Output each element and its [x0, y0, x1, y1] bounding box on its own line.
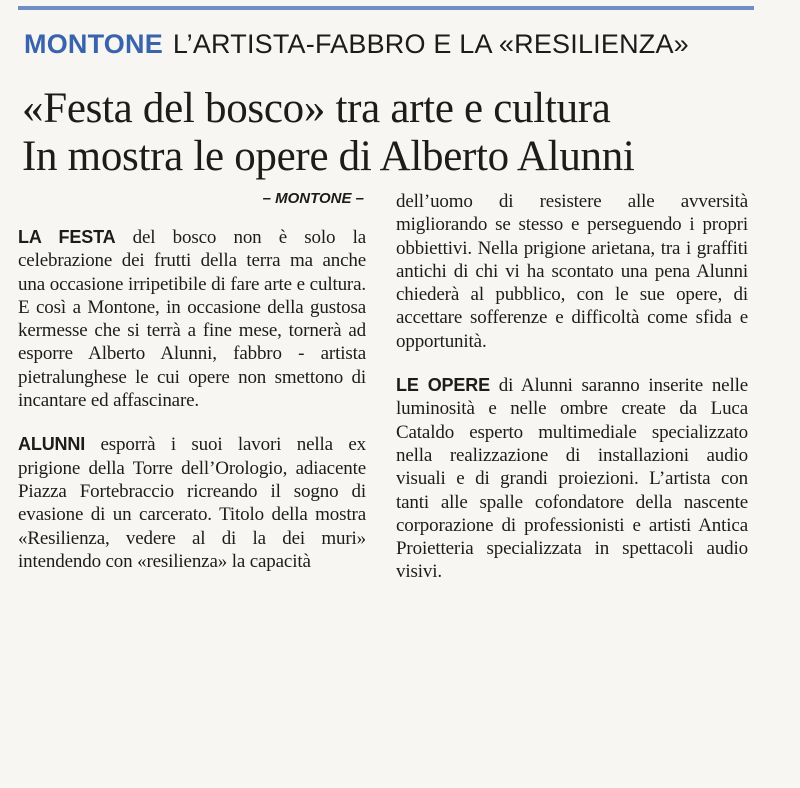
article-paragraph: [18, 226, 366, 412]
paragraph-lead: LE OPERE: [396, 375, 490, 396]
dateline: – MONTONE –: [262, 190, 364, 207]
headline-line-2: In mostra le opere di Alberto Alunni: [22, 133, 635, 180]
paragraph-text: dell’uomo di resistere alle avversità migliorando se stesso e perseguendo i propri obbiettivi. Nella prigione arietana, tra i graffiti antichi di chi vi ha scontato una pena Alunni chiederà al pubblico, con le sue opere, di accettare sofferenze e difficoltà come sfida e opportunità.: [396, 191, 748, 352]
article-column-right: [396, 190, 748, 584]
paragraph-text: esporrà i suoi lavori nella ex prigione della Torre dell’Orologio, adiacente Piazza Fortebraccio ricreando il sogno di evasione di un carcerato. Titolo della mostra «Resilienza, vedere al di la dei muri» intendendo con «resilienza» la capacità: [18, 434, 366, 572]
article-paragraph: [396, 190, 748, 353]
paragraph-text: del bosco non è solo la celebrazione dei frutti della terra ma anche una occasione irripetibile di fare arte e cultura. E così a Montone, in occasione della gustosa kermesse che si terrà a fine mese, tornerà ad esporre Alberto Alunni, fabbro - artista pietralunghese le cui opere non smettono di incantare ed affascinare.: [18, 227, 366, 412]
kicker-place: MONTONE: [24, 29, 163, 59]
top-rule: [18, 6, 754, 10]
paragraph-lead: LA FESTA: [18, 227, 116, 247]
headline-line-1: «Festa del bosco» tra arte e cultura: [22, 85, 611, 132]
paragraph-text: di Alunni saranno inserite nelle luminosità e nelle ombre create da Luca Cataldo esperto multimediale specializzato nella realizzazione di installazioni audio visuali e di grandi proiezioni. L’artista con tanti alle spalle cofondatore della nascente corporazione di professionisti e artisti Antica Proietteria specializzata in spettacoli audio visivi.: [396, 375, 748, 583]
article-column-left: [18, 226, 366, 573]
article-paragraph: [18, 433, 366, 573]
article-paragraph: [396, 374, 748, 584]
kicker-topic: L’ARTISTA-FABBRO E LA «RESILIENZA»: [172, 29, 689, 59]
paragraph-lead: ALUNNI: [18, 434, 86, 455]
kicker: [24, 28, 689, 60]
